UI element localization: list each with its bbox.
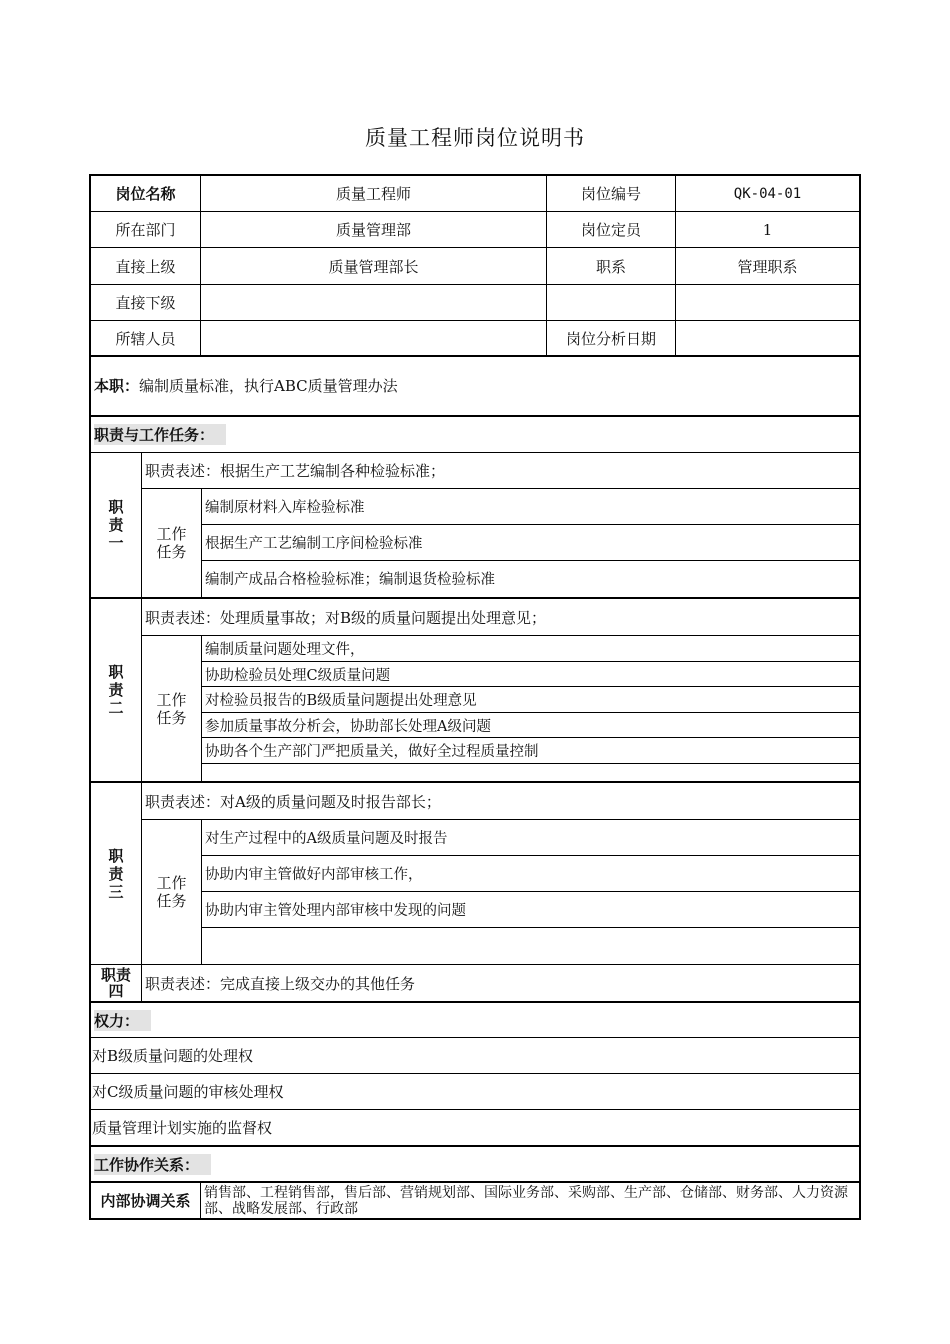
info-label: 岗位名称 bbox=[115, 185, 176, 203]
info-label: 岗位定员 bbox=[546, 212, 675, 247]
duty-section bbox=[91, 599, 859, 783]
task-item: 编制原材料入库检验标准 bbox=[202, 489, 859, 525]
info-value: 质量管理部长 bbox=[200, 248, 546, 284]
info-value bbox=[200, 321, 546, 355]
info-value bbox=[200, 285, 546, 320]
core-duty bbox=[91, 357, 859, 415]
relation-header-text: 工作协作关系： bbox=[94, 1154, 211, 1175]
info-value: 1 bbox=[675, 212, 859, 247]
task-item bbox=[202, 928, 859, 964]
task-item: 编制质量问题处理文件， bbox=[202, 636, 859, 662]
task-label: 工作任务 bbox=[142, 489, 202, 597]
info-row bbox=[91, 248, 859, 285]
task-item: 协助内审主管处理内部审核中发现的问题 bbox=[202, 892, 859, 928]
duties-header-row bbox=[91, 417, 859, 453]
duty-description: 职责表述：处理质量事故；对B级的质量问题提出处理意见； bbox=[142, 599, 859, 636]
info-label bbox=[546, 285, 675, 320]
duty-label: 职责三 bbox=[91, 783, 142, 964]
info-label: 所辖人员 bbox=[115, 329, 176, 348]
info-row bbox=[91, 321, 859, 357]
info-value bbox=[675, 321, 859, 355]
internal-relation-row bbox=[91, 1183, 859, 1218]
power-header-row bbox=[91, 1003, 859, 1038]
info-label: 直接上级 bbox=[115, 257, 176, 276]
power-item: 对B级质量问题的处理权 bbox=[92, 1047, 254, 1065]
task-item bbox=[202, 764, 859, 781]
core-duty-text: 编制质量标准，执行ABC质量管理办法 bbox=[139, 376, 398, 395]
task-item: 协助各个生产部门严把质量关，做好全过程质量控制 bbox=[202, 738, 859, 764]
task-item: 参加质量事故分析会，协助部长处理A级问题 bbox=[202, 713, 859, 738]
duty-description: 职责表述：根据生产工艺编制各种检验标准； bbox=[142, 453, 859, 489]
power-row bbox=[91, 1038, 859, 1074]
info-label: 岗位编号 bbox=[546, 176, 675, 211]
job-description-table bbox=[89, 174, 861, 1220]
info-value: 质量管理部 bbox=[200, 212, 546, 247]
task-label: 工作任务 bbox=[142, 636, 202, 781]
task-item: 协助检验员处理C级质量问题 bbox=[202, 662, 859, 687]
task-item: 对生产过程中的A级质量问题及时报告 bbox=[202, 820, 859, 856]
info-label: 所在部门 bbox=[115, 221, 176, 239]
task-item: 协助内审主管做好内部审核工作， bbox=[202, 856, 859, 892]
duty-description: 职责表述：对A级的质量问题及时报告部长； bbox=[142, 783, 859, 820]
core-duty-label: 本职： bbox=[94, 376, 140, 395]
duties-header bbox=[91, 417, 859, 452]
info-value bbox=[675, 285, 859, 320]
info-value: 质量工程师 bbox=[200, 176, 546, 211]
info-row bbox=[91, 176, 859, 212]
task-item: 编制产成品合格检验标准；编制退货检验标准 bbox=[205, 572, 495, 588]
power-row bbox=[91, 1074, 859, 1110]
task-item: 根据生产工艺编制工序间检验标准 bbox=[202, 525, 859, 561]
internal-relation-text: 销售部、工程销售部，售后部、营销规划部、国际业务部、采购部、生产部、仓储部、财务部、人力资源部、战略发展部、行政部 bbox=[200, 1183, 859, 1218]
duty-description: 职责表述：完成直接上级交办的其他任务 bbox=[145, 974, 416, 993]
duties-header-text: 职责与工作任务： bbox=[94, 424, 226, 445]
task-item: 对检验员报告的B级质量问题提出处理意见 bbox=[202, 687, 859, 713]
duty-section bbox=[91, 965, 859, 1003]
relation-header bbox=[91, 1147, 859, 1181]
info-value: 管理职系 bbox=[675, 248, 859, 284]
info-label: 直接下级 bbox=[115, 294, 176, 312]
info-row bbox=[91, 285, 859, 321]
duty-section bbox=[91, 783, 859, 965]
power-header bbox=[91, 1003, 859, 1037]
info-label: 岗位分析日期 bbox=[546, 321, 675, 355]
power-row bbox=[91, 1110, 859, 1147]
duty-label: 职责二 bbox=[91, 599, 142, 781]
relation-header-row bbox=[91, 1147, 859, 1183]
duty-label: 职责四 bbox=[91, 965, 142, 1001]
info-label: 职系 bbox=[546, 248, 675, 284]
power-item: 对C级质量问题的审核处理权 bbox=[92, 1083, 284, 1101]
task-label: 工作任务 bbox=[142, 820, 202, 964]
internal-relation-label: 内部协调关系 bbox=[100, 1192, 191, 1210]
duty-section bbox=[91, 453, 859, 599]
power-header-text: 权力： bbox=[94, 1010, 151, 1031]
power-item: 质量管理计划实施的监督权 bbox=[92, 1119, 273, 1137]
page-title: 质量工程师岗位说明书 bbox=[365, 126, 585, 150]
duty-label: 职责一 bbox=[91, 453, 142, 597]
info-row bbox=[91, 212, 859, 248]
info-value: QK-04-01 bbox=[675, 176, 859, 211]
core-duty-row bbox=[91, 357, 859, 417]
